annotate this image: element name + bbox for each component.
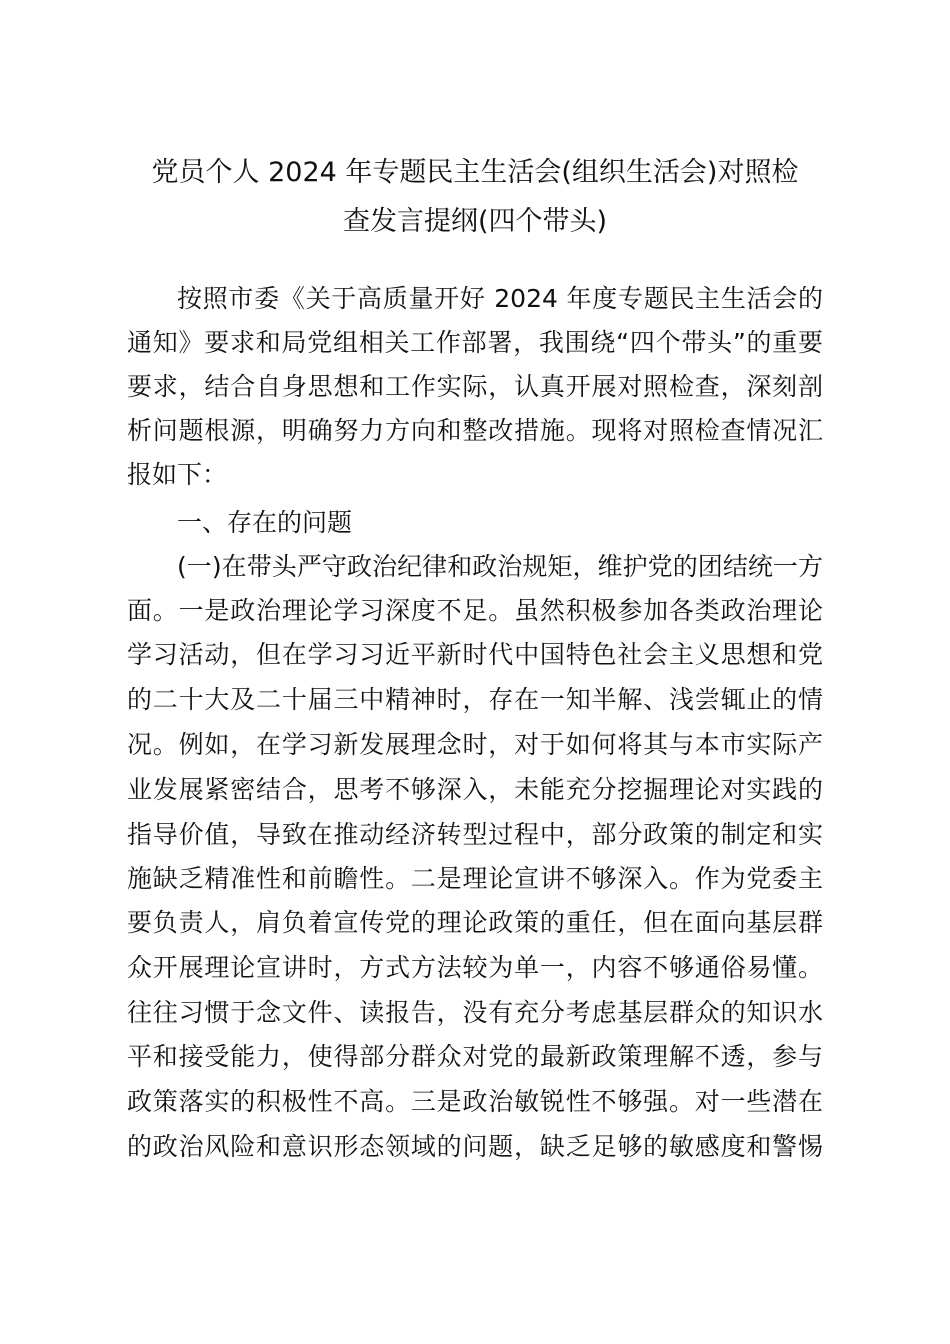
body-line: 施缺乏精准性和前瞻性。二是理论宣讲不够深入。作为党委主 <box>127 864 823 893</box>
body-line: 要负责人，肩负着宣传党的理论政策的重任，但在面向基层群 <box>127 908 823 937</box>
intro-line: 通知》要求和局党组相关工作部署，我围绕“四个带头”的重要 <box>127 328 823 357</box>
body-line: 指导价值，导致在推动经济转型过程中，部分政策的制定和实 <box>127 820 823 849</box>
body-line: 政策落实的积极性不高。三是政治敏锐性不够强。对一些潜在 <box>127 1087 823 1116</box>
body-line: 的政治风险和意识形态领域的问题，缺乏足够的敏感度和警惕 <box>127 1132 823 1161</box>
body-line: 平和接受能力，使得部分群众对党的最新政策理解不透，参与 <box>127 1042 823 1071</box>
body-line: 学习活动，但在学习习近平新时代中国特色社会主义思想和党 <box>127 640 823 669</box>
intro-line: 按照市委《关于高质量开好 2024 年度专题民主生活会的 <box>177 284 823 313</box>
body-line: 往往习惯于念文件、读报告，没有充分考虑基层群众的知识水 <box>127 998 823 1027</box>
body-line: 业发展紧密结合，思考不够深入，未能充分挖掘理论对实践的 <box>127 775 823 804</box>
intro-line: 报如下： <box>127 460 228 489</box>
intro-line: 要求，结合自身思想和工作实际，认真开展对照检查，深刻剖 <box>127 372 823 401</box>
body-line: (一)在带头严守政治纪律和政治规矩，维护党的团结统一方 <box>177 552 823 581</box>
body-line: 面。一是政治理论学习深度不足。虽然积极参加各类政治理论 <box>127 596 823 625</box>
document-title-line-2: 查发言提纲(四个带头) <box>342 206 608 237</box>
document-title-line-1: 党员个人 2024 年专题民主生活会(组织生活会)对照检 <box>151 157 799 188</box>
intro-line: 析问题根源，明确努力方向和整改措施。现将对照检查情况汇 <box>127 416 823 445</box>
body-line: 众开展理论宣讲时，方式方法较为单一，内容不够通俗易懂。 <box>127 953 823 982</box>
body-line: 的二十大及二十届三中精神时，存在一知半解、浅尝辄止的情 <box>127 685 823 714</box>
body-line: 况。例如，在学习新发展理念时，对于如何将其与本市实际产 <box>127 730 823 759</box>
section-heading: 一、存在的问题 <box>177 508 353 537</box>
